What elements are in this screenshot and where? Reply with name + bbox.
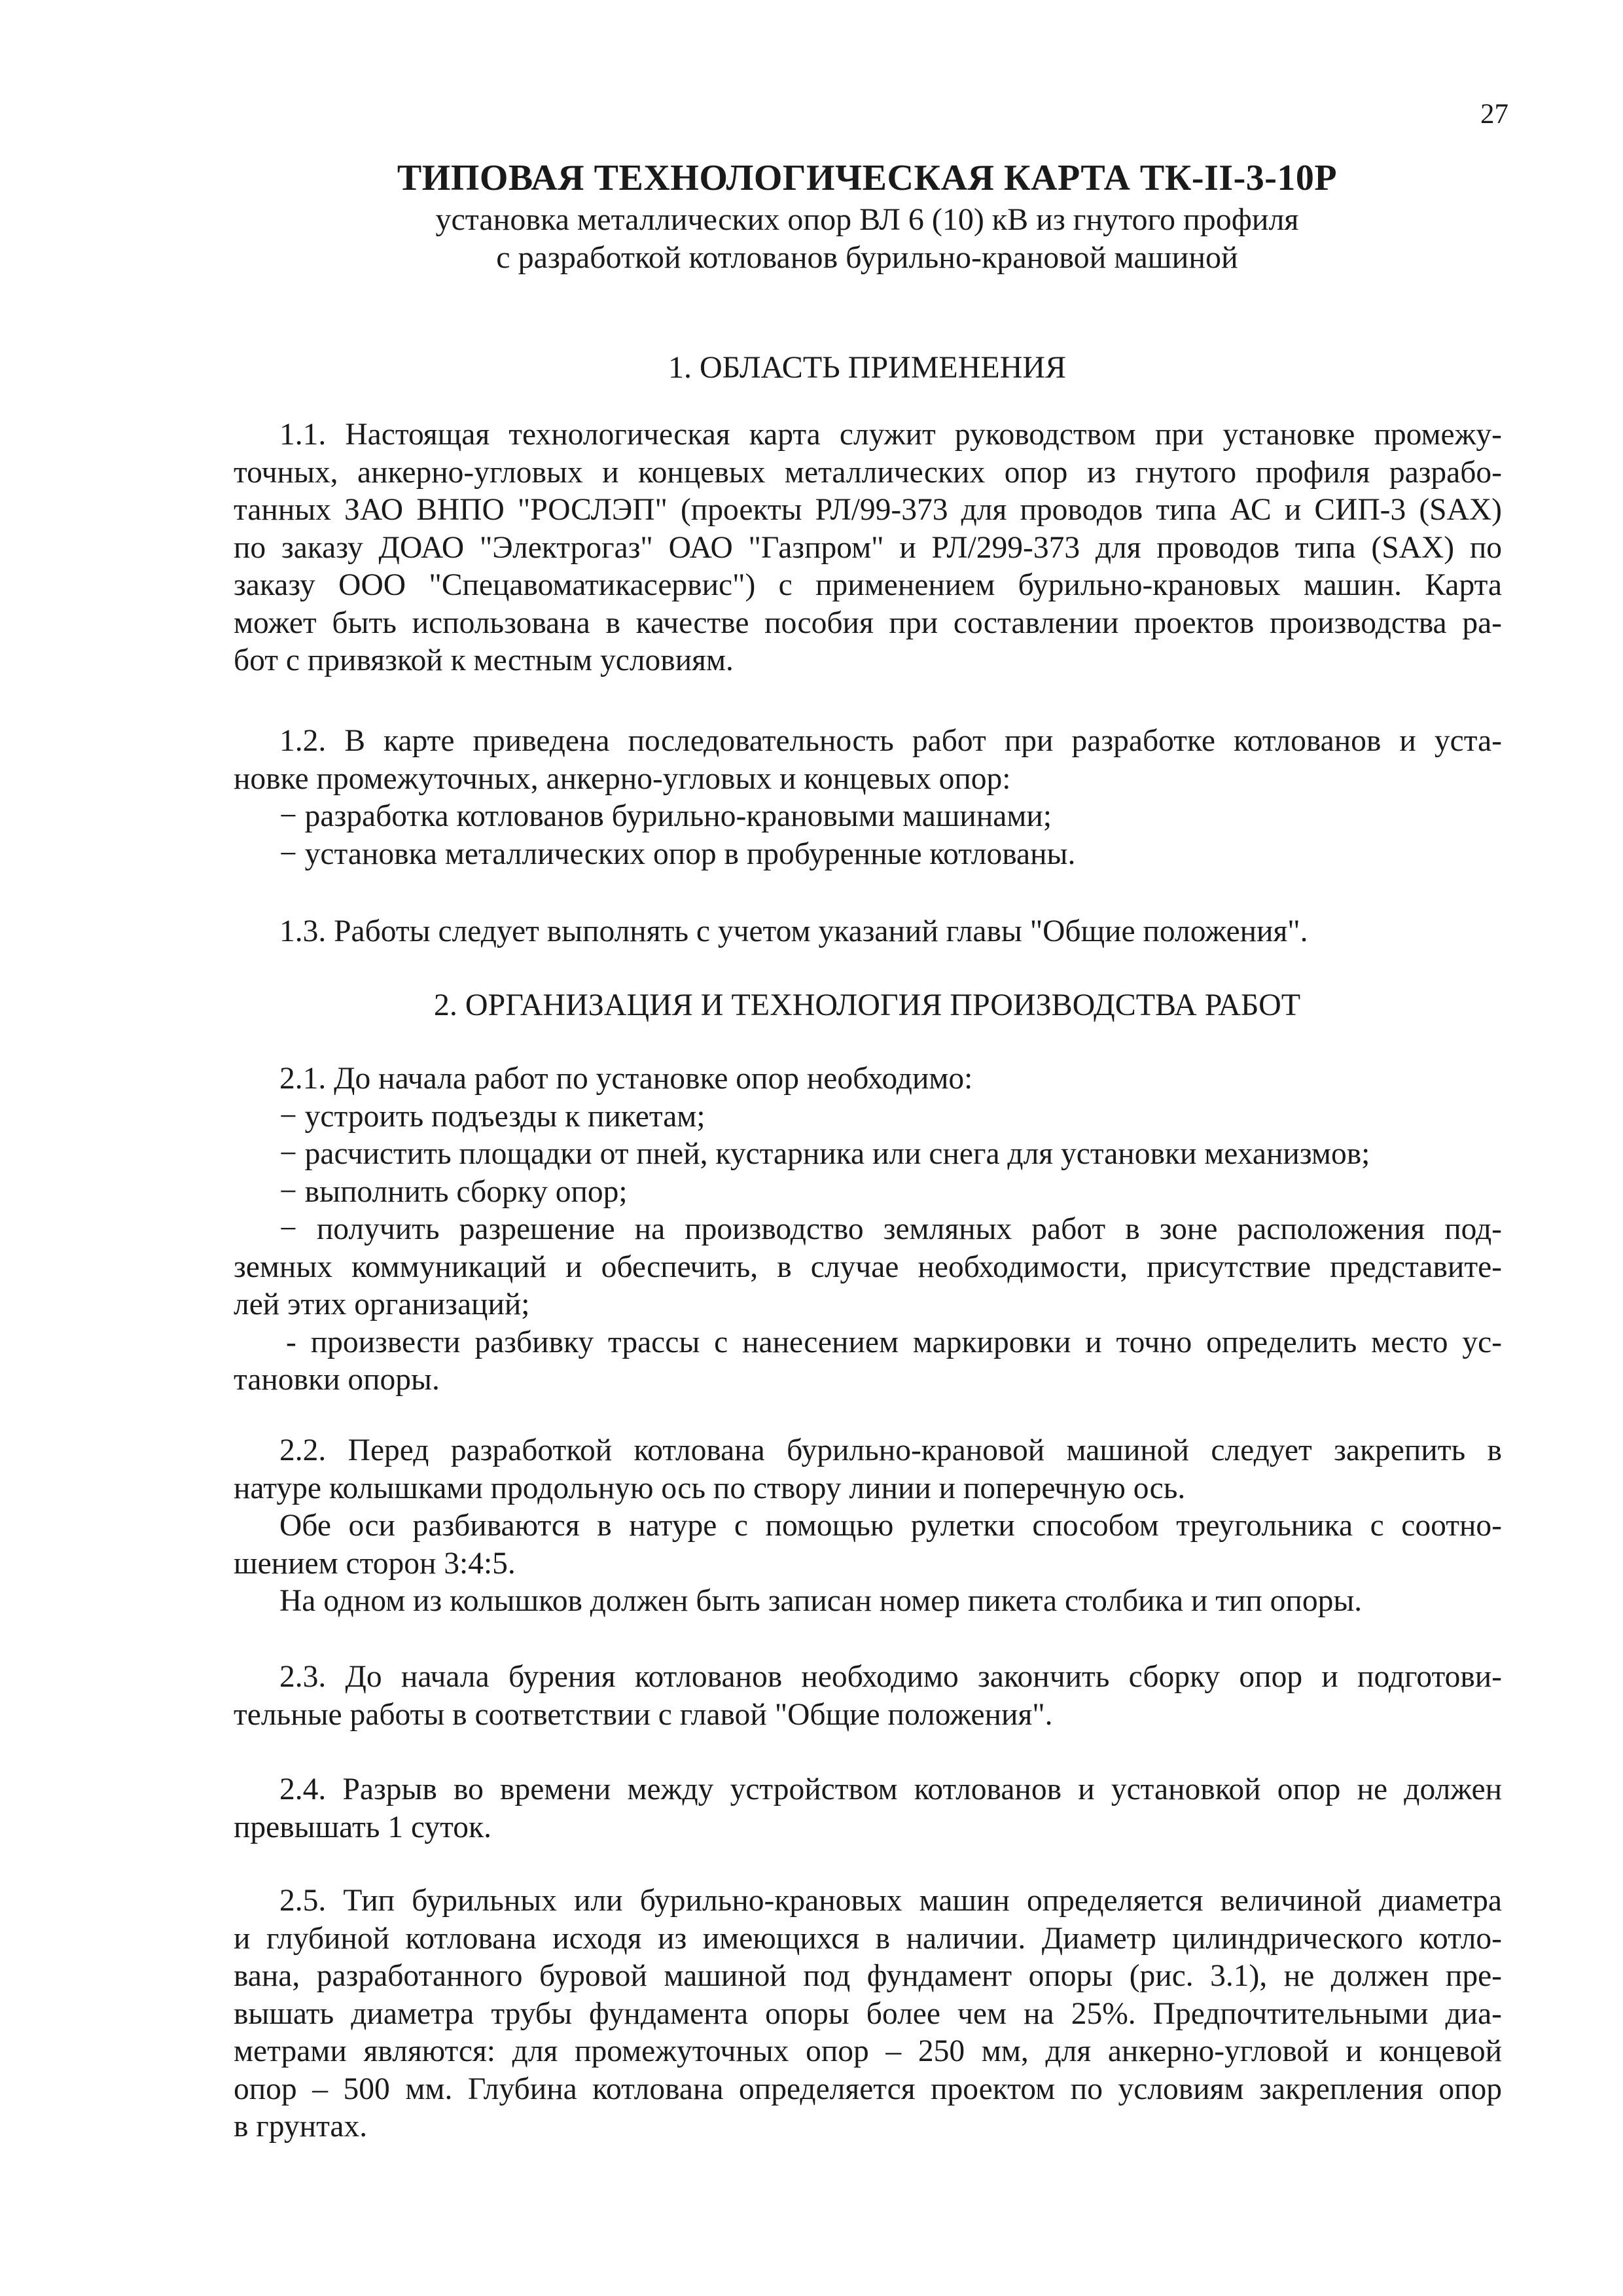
list-item: − получить разрешение на производство земляных работ в зоне расположения под-: [279, 1212, 1502, 1246]
paragraph-line: 2.1. До начала работ по установке опор необходимо:: [279, 1062, 973, 1096]
paragraph-line: шением сторон 3:4:5.: [234, 1546, 516, 1581]
paragraph-line: танных ЗАО ВНПО "РОСЛЭП" (проекты РЛ/99-373 для проводов типа АС и СИП-3 (SAX): [234, 493, 1502, 527]
paragraph-line: земных коммуникаций и обеспечить, в случае необходимости, присутствие представите-: [234, 1249, 1502, 1284]
paragraph-line: и глубиной котлована исходя из имеющихся в наличии. Диаметр цилиндрического котло-: [234, 1921, 1502, 1956]
paragraph-line: в грунтах.: [234, 2109, 368, 2144]
paragraph-line: тановки опоры.: [234, 1363, 440, 1397]
paragraph-1-3: [234, 913, 1502, 951]
list-item: − установка металлических опор в пробуренные котлованы.: [279, 836, 1076, 871]
paragraph-2-2: [234, 1432, 1502, 1621]
paragraph-line: 1.1. Настоящая технологическая карта служит руководством при установке промежу-: [279, 418, 1502, 452]
document-title: ТИПОВАЯ ТЕХНОЛОГИЧЕСКАЯ КАРТА ТК-II-3-10Р: [397, 158, 1338, 198]
paragraph-line: лей этих организаций;: [234, 1287, 530, 1321]
paragraph-line: На одном из колышков должен быть записан номер пикета столбика и тип опоры.: [279, 1584, 1363, 1618]
paragraph-line: превышать 1 суток.: [234, 1810, 491, 1844]
paragraph-line: тельные работы в соответствии с главой "Общие положения".: [234, 1697, 1053, 1732]
paragraph-1-2: [234, 723, 1502, 873]
paragraph-line: вышать диаметра трубы фундамента опоры более чем на 25%. Предпочтительными диа-: [234, 1996, 1502, 2031]
document-subtitle-line-2: с разработкой котлованов бурильно-крановой машиной: [496, 240, 1238, 275]
paragraph-line: может быть использована в качестве пособия при составлении проектов производства ра-: [234, 605, 1502, 640]
paragraph-line: по заказу ДОАО "Электрогаз" ОАО "Газпром" и РЛ/299-373 для проводов типа (SAX) по: [234, 530, 1502, 565]
page-number: 27: [1480, 99, 1508, 130]
paragraph-2-4: [234, 1771, 1502, 1846]
paragraph-line: натуре колышками продольную ось по створу линии и поперечную ось.: [234, 1471, 1186, 1505]
paragraph-line: 2.2. Перед разработкой котлована бурильно-крановой машиной следует закрепить в: [279, 1433, 1502, 1467]
list-item: − выполнить сборку опор;: [279, 1174, 628, 1209]
list-item: − устроить подъезды к пикетам;: [279, 1099, 705, 1134]
list-item: − разработка котлованов бурильно-крановыми машинами;: [279, 799, 1052, 833]
paragraph-line: 2.5. Тип бурильных или бурильно-крановых машин определяется величиной диаметра: [279, 1884, 1502, 1918]
document-subtitle-line-1: установка металлических опор ВЛ 6 (10) кВ из гнутого профиля: [435, 202, 1299, 237]
paragraph-line: заказу ООО "Спецавоматикасервис") с применением бурильно-крановых машин. Карта: [234, 568, 1502, 602]
paragraph-line: вана, разработанного буровой машиной под фундамент опоры (рис. 3.1), не должен пре-: [234, 1959, 1502, 1993]
section-2-heading: 2. ОРГАНИЗАЦИЯ И ТЕХНОЛОГИЯ ПРОИЗВОДСТВА РАБОТ: [433, 988, 1301, 1022]
paragraph-line: 2.4. Разрыв во времени между устройством котлованов и установкой опор не должен: [279, 1772, 1502, 1806]
paragraph-line: точных, анкерно-угловых и концевых металлических опор из гнутого профиля разрабо-: [234, 455, 1502, 490]
paragraph-1-1: [234, 416, 1502, 680]
paragraph-line: Обе оси разбиваются в натуре с помощью рулетки способом треугольника с соотно-: [279, 1509, 1502, 1543]
paragraph-2-1: [234, 1060, 1502, 1399]
paragraph-line: новке промежуточных, анкерно-угловых и концевых опор:: [234, 761, 1011, 796]
paragraph-line: 2.3. До начала бурения котлованов необходимо закончить сборку опор и подготови-: [279, 1660, 1502, 1694]
section-1-heading: 1. ОБЛАСТЬ ПРИМЕНЕНИЯ: [668, 350, 1067, 385]
paragraph-line: 1.3. Работы следует выполнять с учетом указаний главы "Общие положения".: [279, 914, 1308, 948]
paragraph-line: метрами являются: для промежуточных опор – 250 мм, для анкерно-угловой и концевой: [234, 2034, 1502, 2068]
paragraph-2-3: [234, 1659, 1502, 1734]
paragraph-line: опор – 500 мм. Глубина котлована определяется проектом по условиям закрепления опор: [234, 2072, 1502, 2106]
paragraph-2-5: [234, 1882, 1502, 2146]
list-item: − расчистить площадки от пней, кустарника или снега для установки механизмов;: [279, 1137, 1370, 1171]
list-item: - произвести разбивку трассы с нанесением маркировки и точно определить место ус-: [286, 1325, 1502, 1359]
paragraph-line: 1.2. В карте приведена последовательность работ при разработке котлованов и уста-: [279, 724, 1502, 758]
paragraph-line: бот с привязкой к местным условиям.: [234, 643, 734, 677]
